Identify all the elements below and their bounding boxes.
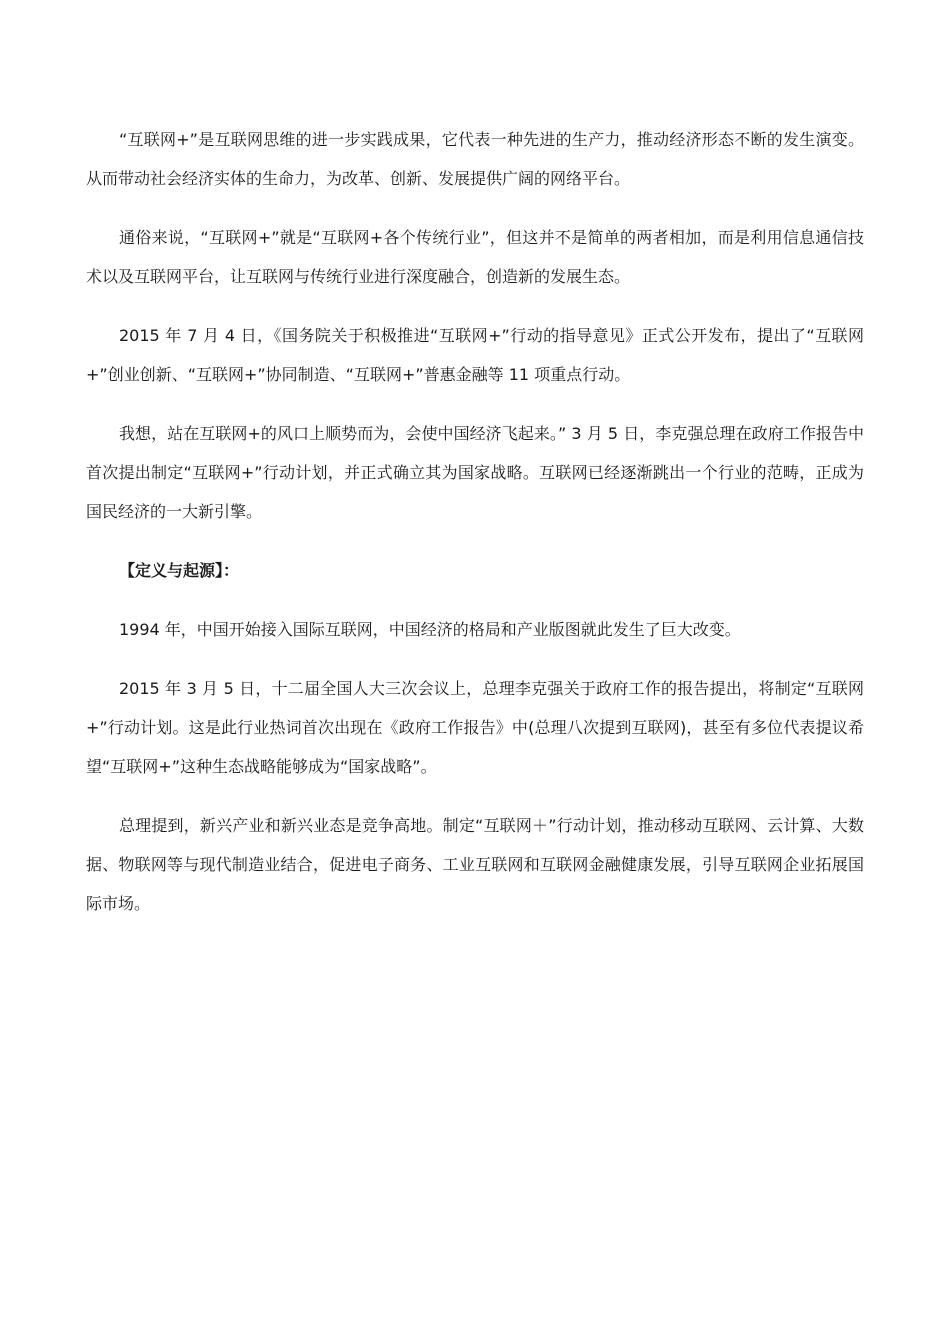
paragraph-national-strategy: 我想，站在互联网+的风口上顺势而为，会使中国经济飞起来。” 3 月 5 日，李克强总理在政府工作报告中首次提出制定“互联网+”行动计划，并正式确立其为国家战略。互联网已经逐渐跳出一个行业的范畴，正成为国民经济的一大新引擎。	[86, 424, 864, 521]
paragraph-1994-internet-access: 1994 年，中国开始接入国际互联网，中国经济的格局和产业版图就此发生了巨大改变。	[119, 620, 741, 639]
paragraph-state-council-guidance: 2015 年 7 月 4 日，《国务院关于积极推进“互联网+”行动的指导意见》正式公开发布，提出了“互联网+”创业创新、“互联网+”协同制造、“互联网+”普惠金融等 11 项重点行动。	[86, 326, 864, 384]
paragraph-emerging-industries: 总理提到，新兴产业和新兴业态是竞争高地。制定“互联网＋”行动计划，推动移动互联网、云计算、大数据、物联网等与现代制造业结合，促进电子商务、工业互联网和互联网金融健康发展，引导互联网企业拓展国际市场。	[86, 816, 864, 913]
paragraph-internet-plus-definition: “互联网+”是互联网思维的进一步实践成果，它代表一种先进的生产力，推动经济形态不断的发生演变。从而带动社会经济实体的生命力，为改革、创新、发展提供广阔的网络平台。	[86, 130, 864, 188]
paragraph-2015-government-report: 2015 年 3 月 5 日，十二届全国人大三次会议上，总理李克强关于政府工作的报告提出，将制定“互联网+”行动计划。这是此行业热词首次出现在《政府工作报告》中(总理八次提到互联网)，甚至有多位代表提议希望“互联网+”这种生态战略能够成为“国家战略”。	[86, 679, 864, 776]
paragraph-popular-explanation: 通俗来说，“互联网+”就是“互联网+各个传统行业”，但这并不是简单的两者相加，而是利用信息通信技术以及互联网平台，让互联网与传统行业进行深度融合，创造新的发展生态。	[86, 228, 864, 286]
document-body	[86, 120, 864, 943]
section-heading-definition-origin: 【定义与起源】：	[119, 561, 240, 580]
